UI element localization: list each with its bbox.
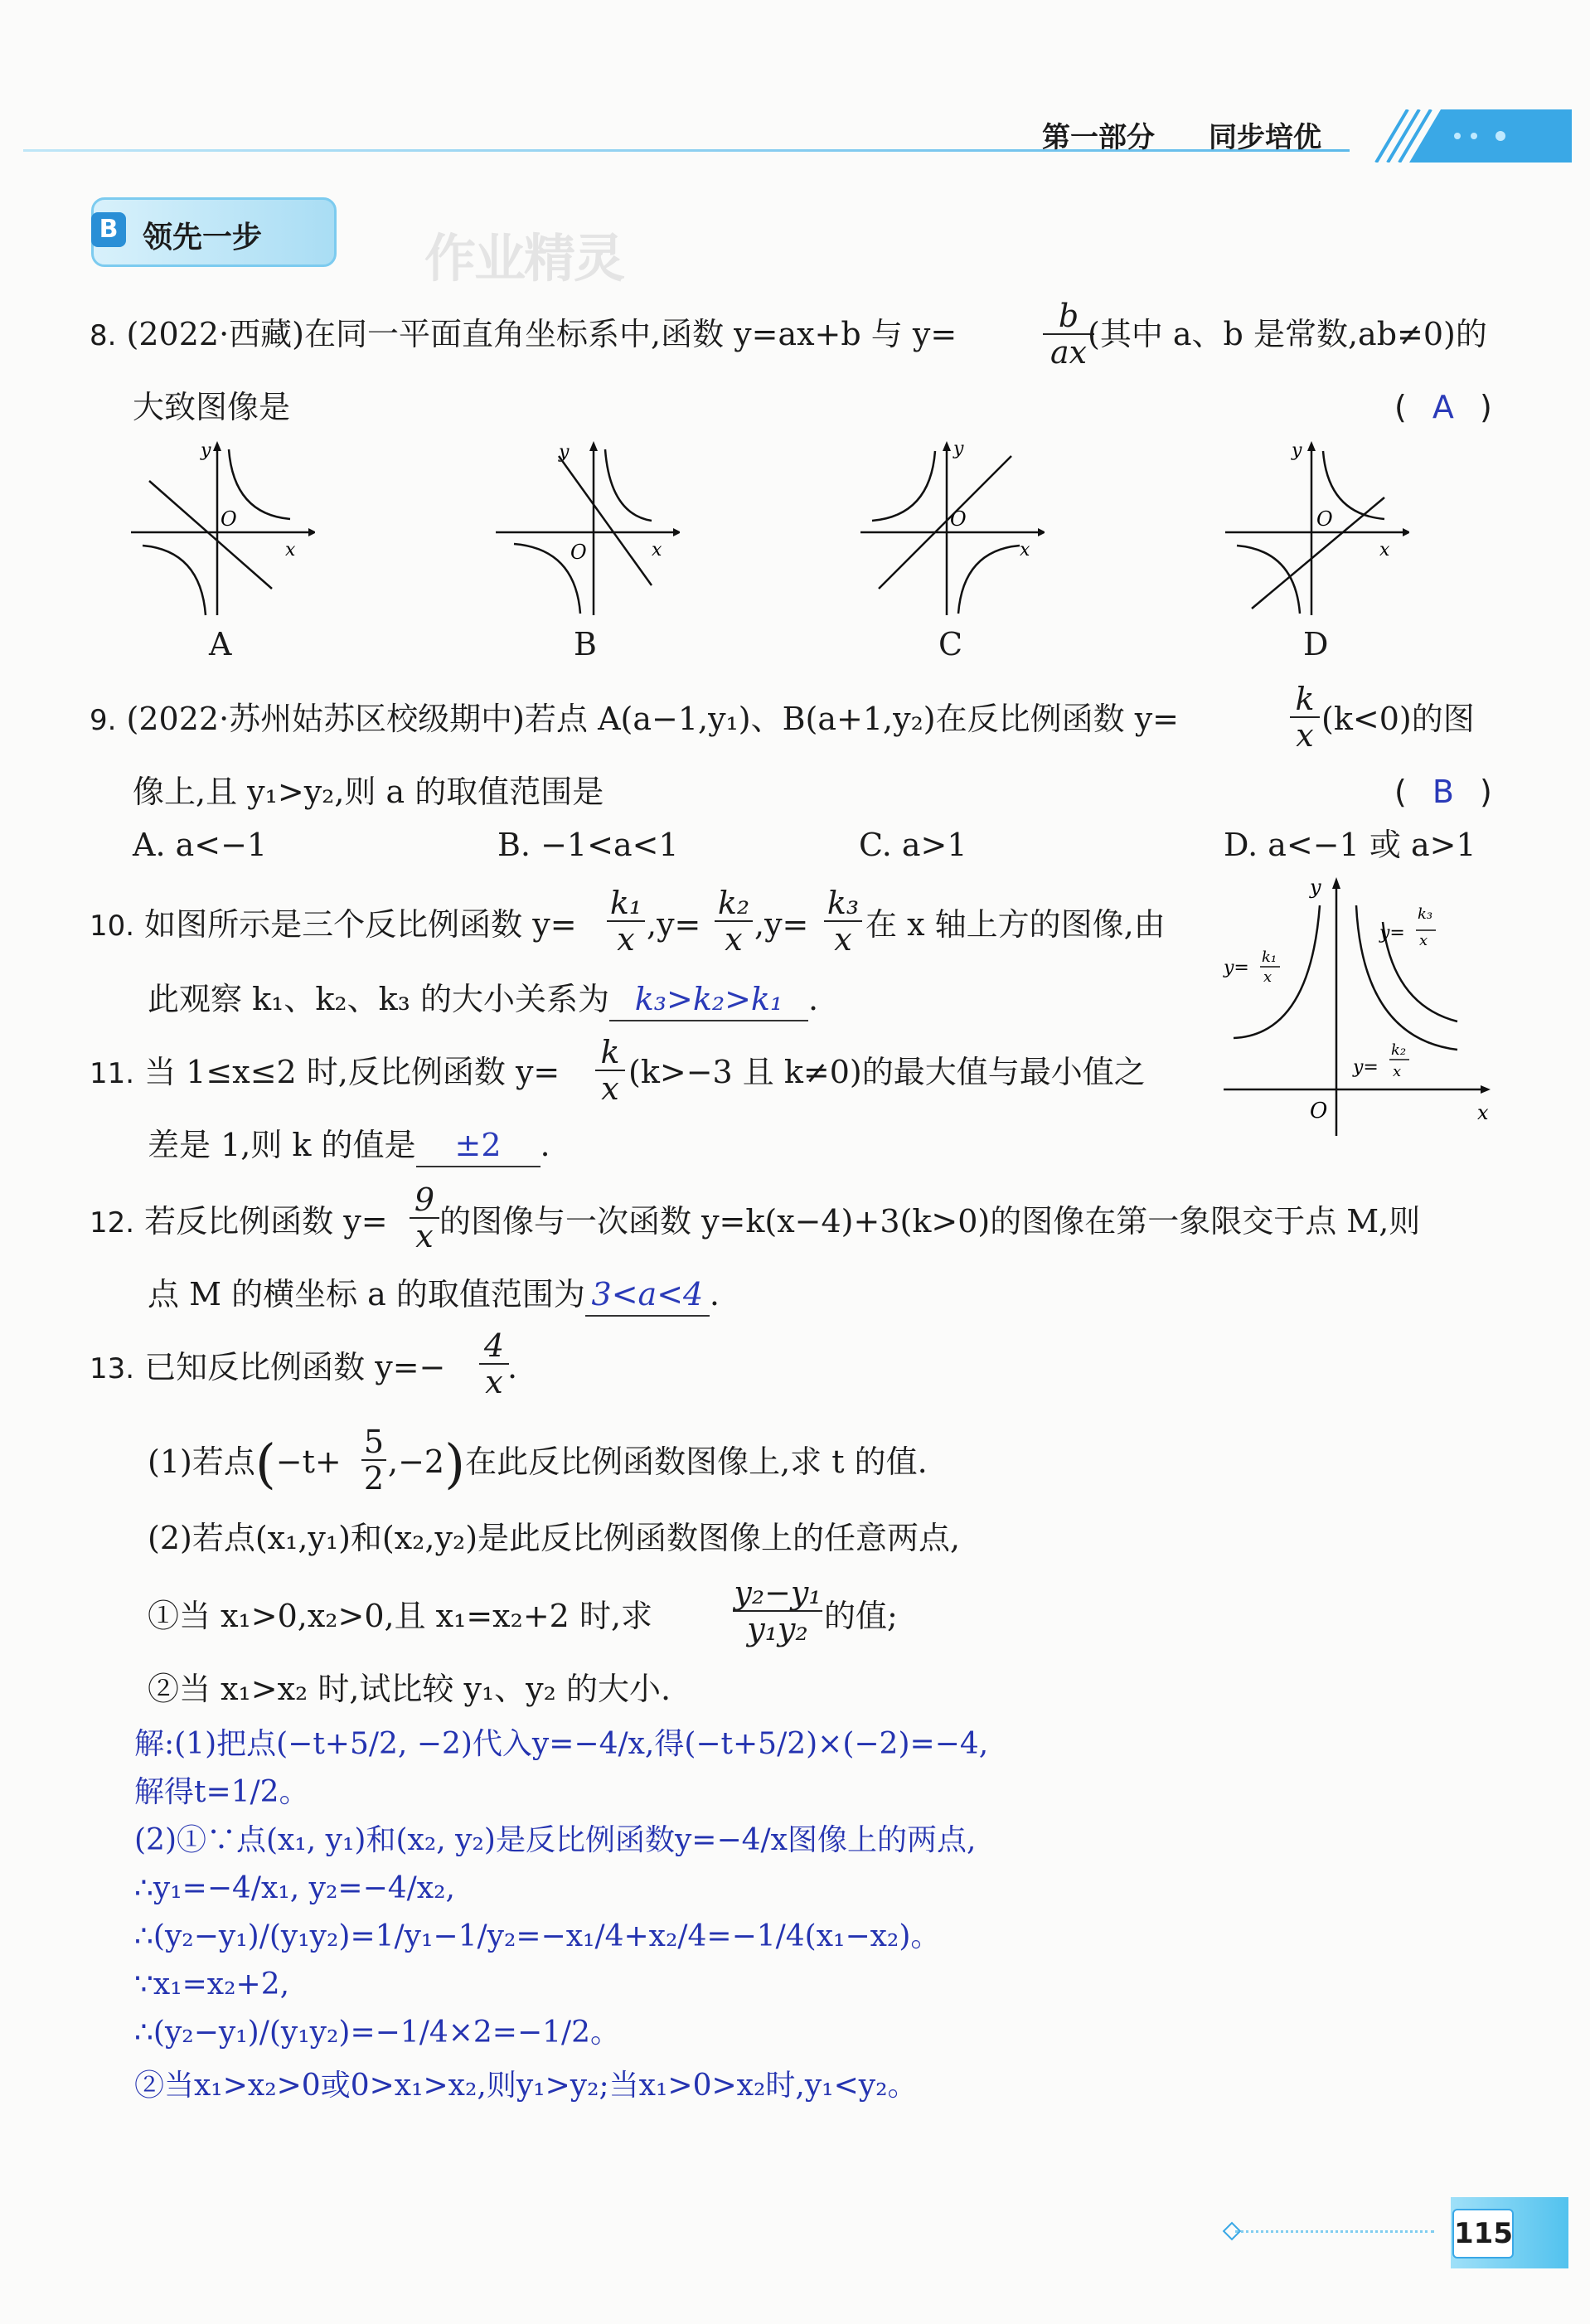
q11-fraction: k x bbox=[595, 1035, 625, 1106]
q13-part1-fraction: 5 2 bbox=[361, 1424, 386, 1496]
q8-graph-label-a: A bbox=[209, 626, 232, 662]
svg-text:k₁: k₁ bbox=[1262, 949, 1277, 966]
q8-graph-label-d: D bbox=[1303, 626, 1329, 662]
footer-diamond-icon bbox=[1223, 2222, 1242, 2241]
header-stripe-decoration bbox=[1360, 109, 1572, 163]
q11-answer: ±2 bbox=[416, 1124, 541, 1167]
q8-graph-label-c: C bbox=[938, 626, 963, 662]
solution-line-2: 解得t=1/2。 bbox=[134, 1775, 309, 1809]
svg-text:x: x bbox=[285, 540, 296, 560]
q11-line2: 差是 1,则 k 的值是 ±2 . bbox=[148, 1124, 550, 1167]
svg-text:y=: y= bbox=[1379, 923, 1405, 944]
solution-line-6: ∵x₁=x₂+2, bbox=[134, 1967, 290, 2001]
q13-part2: (2)若点(x₁,y₁)和(x₂,y₂)是此反比例函数图像上的任意两点, bbox=[148, 1520, 961, 1556]
q8-line1: (2022·西藏)在同一平面直角坐标系中,函数 y=ax+b 与 y= bbox=[126, 316, 957, 352]
q10-sep2: ,y= bbox=[754, 906, 809, 943]
svg-text:y: y bbox=[953, 439, 964, 459]
q9-option-b: B. −1<a<1 bbox=[497, 827, 679, 863]
q8-graph-b bbox=[489, 439, 680, 622]
svg-text:x: x bbox=[1020, 540, 1030, 560]
watermark: 作业精灵 bbox=[424, 228, 624, 289]
q9-line1: 9. (2022·苏州姑苏区校级期中)若点 A(a−1,y₁)、B(a+1,y₂)在反比例函数 y= bbox=[90, 701, 1180, 737]
q9-line1-tail: (k<0)的图 bbox=[1321, 701, 1475, 737]
q9-answer: B bbox=[1432, 774, 1454, 810]
svg-text:x: x bbox=[652, 540, 662, 560]
q9-option-c: C. a>1 bbox=[859, 827, 967, 863]
q8-graph-label-b: B bbox=[574, 626, 597, 662]
q8-graph-d bbox=[1219, 439, 1409, 622]
q8-graph-a bbox=[124, 439, 315, 622]
q13-part2a-fraction: y₂−y₁ y₁y₂ bbox=[734, 1574, 822, 1647]
svg-text:y=: y= bbox=[1353, 1057, 1379, 1078]
solution-line-5: ∴(y₂−y₁)/(y₁y₂)=1/y₁−1/y₂=−x₁/4+x₂/4=−1/4(x₁−x₂)。 bbox=[134, 1919, 941, 1953]
q13-part2b: ②当 x₁>x₂ 时,试比较 y₁、y₂ 的大小. bbox=[148, 1671, 671, 1707]
svg-text:x: x bbox=[1379, 540, 1390, 560]
q8-fraction: b ax bbox=[1043, 298, 1094, 370]
q9-fraction: k x bbox=[1290, 682, 1320, 753]
svg-text:x: x bbox=[1419, 932, 1428, 949]
svg-text:O: O bbox=[1316, 507, 1333, 531]
q12-answer: 3<a<4 bbox=[585, 1274, 710, 1317]
svg-text:O: O bbox=[950, 507, 967, 531]
q13-part2a: ①当 x₁>0,x₂>0,且 x₁=x₂+2 时,求 bbox=[148, 1598, 653, 1634]
solution-line-7: ∴(y₂−y₁)/(y₁y₂)=−1/4×2=−1/2。 bbox=[134, 2016, 621, 2050]
q13-part1: (1)若点(−t+ bbox=[148, 1434, 342, 1496]
svg-text:k₃: k₃ bbox=[1418, 905, 1433, 923]
q9-option-d: D. a<−1 或 a>1 bbox=[1224, 827, 1476, 863]
q9-answer-bracket: ( B ) bbox=[1394, 771, 1492, 813]
solution-line-8: ②当x₁>x₂>0或0>x₁>x₂,则y₁>y₂;当x₁>0>x₂时,y₁<y₂。 bbox=[134, 2069, 918, 2103]
q10-sep1: ,y= bbox=[647, 906, 701, 943]
q10-line1-tail: 在 x 轴上方的图像,由 bbox=[865, 906, 1166, 943]
q11-line1: 11. 当 1≤x≤2 时,反比例函数 y= bbox=[90, 1054, 560, 1090]
solution-line-1: 解:(1)把点(−t+5/2, −2)代入y=−4/x,得(−t+5/2)×(−2)=−4, bbox=[134, 1727, 989, 1761]
svg-text:O: O bbox=[221, 507, 237, 531]
svg-text:k₂: k₂ bbox=[1391, 1041, 1407, 1059]
q12-line1-tail: 的图像与一次函数 y=k(x−4)+3(k>0)的图像在第一象限交于点 M,则 bbox=[439, 1203, 1421, 1240]
q10-number: 10. bbox=[90, 910, 135, 943]
header-subsection: 同步培优 bbox=[1209, 121, 1321, 154]
svg-text:x: x bbox=[1477, 1101, 1489, 1124]
footer-dotted-rule bbox=[1235, 2230, 1434, 2233]
svg-text:y: y bbox=[1292, 440, 1302, 461]
q10-frac-k3: k₃ x bbox=[824, 885, 862, 957]
q8-line2: 大致图像是 bbox=[133, 389, 291, 425]
page-number: 115 bbox=[1452, 2209, 1514, 2259]
q10-frac-k1: k₁ x bbox=[607, 885, 645, 957]
solution-line-3: (2)①∵点(x₁, y₁)和(x₂, y₂)是反比例函数y=−4/x图像上的两点, bbox=[134, 1823, 977, 1857]
svg-text:y: y bbox=[201, 440, 211, 461]
q12-line1: 12. 若反比例函数 y= bbox=[90, 1203, 388, 1240]
svg-text:O: O bbox=[1310, 1099, 1328, 1123]
q13-line1: 13. 已知反比例函数 y=− bbox=[90, 1349, 446, 1385]
q10-answer: k₃>k₂>k₁ bbox=[609, 978, 808, 1021]
q8-line1-tail: (其中 a、b 是常数,ab≠0)的 bbox=[1088, 316, 1487, 352]
q8-answer-bracket: ( A ) bbox=[1394, 386, 1492, 428]
q10-figure bbox=[1217, 872, 1499, 1143]
q13-number: 13. bbox=[90, 1352, 135, 1385]
q13-period: . bbox=[507, 1349, 518, 1385]
q8 bbox=[90, 313, 957, 357]
q10-line2: 此观察 k₁、k₂、k₃ 的大小关系为 k₃>k₂>k₁ . bbox=[148, 978, 818, 1021]
solution-line-4: ∴y₁=−4/x₁, y₂=−4/x₂, bbox=[134, 1871, 455, 1905]
q9-option-a: A. a<−1 bbox=[133, 827, 268, 863]
q13-part2a-tail: 的值; bbox=[824, 1598, 898, 1634]
q9-number: 9. bbox=[90, 704, 117, 737]
svg-text:O: O bbox=[570, 541, 587, 564]
q11-line1-tail: (k>−3 且 k≠0)的最大值与最小值之 bbox=[628, 1054, 1146, 1090]
q8-graph-c bbox=[854, 439, 1045, 622]
svg-text:x: x bbox=[1393, 1063, 1402, 1080]
svg-text:y: y bbox=[559, 442, 570, 463]
q13-fraction: 4 x bbox=[479, 1328, 509, 1400]
badge-title: 领先一步 bbox=[143, 221, 263, 255]
svg-text:y=: y= bbox=[1224, 958, 1249, 978]
badge-letter: B bbox=[91, 212, 126, 247]
q11-number: 11. bbox=[90, 1057, 135, 1090]
svg-text:y: y bbox=[1310, 876, 1321, 899]
q12-fraction: 9 x bbox=[410, 1182, 439, 1254]
q10-line1: 10. 如图所示是三个反比例函数 y= bbox=[90, 906, 577, 943]
q10-frac-k2: k₂ x bbox=[715, 885, 753, 957]
q13-part1-tail: ,−2)在此反比例函数图像上,求 t 的值. bbox=[388, 1434, 928, 1496]
q8-number: 8. bbox=[90, 319, 117, 352]
q12-number: 12. bbox=[90, 1206, 135, 1240]
q8-answer: A bbox=[1432, 389, 1454, 425]
svg-text:x: x bbox=[1263, 968, 1272, 986]
q12-line2: 点 M 的横坐标 a 的取值范围为 3<a<4 . bbox=[148, 1274, 720, 1317]
header-section: 第一部分 bbox=[1042, 121, 1155, 154]
q9-line2: 像上,且 y₁>y₂,则 a 的取值范围是 bbox=[133, 774, 604, 810]
